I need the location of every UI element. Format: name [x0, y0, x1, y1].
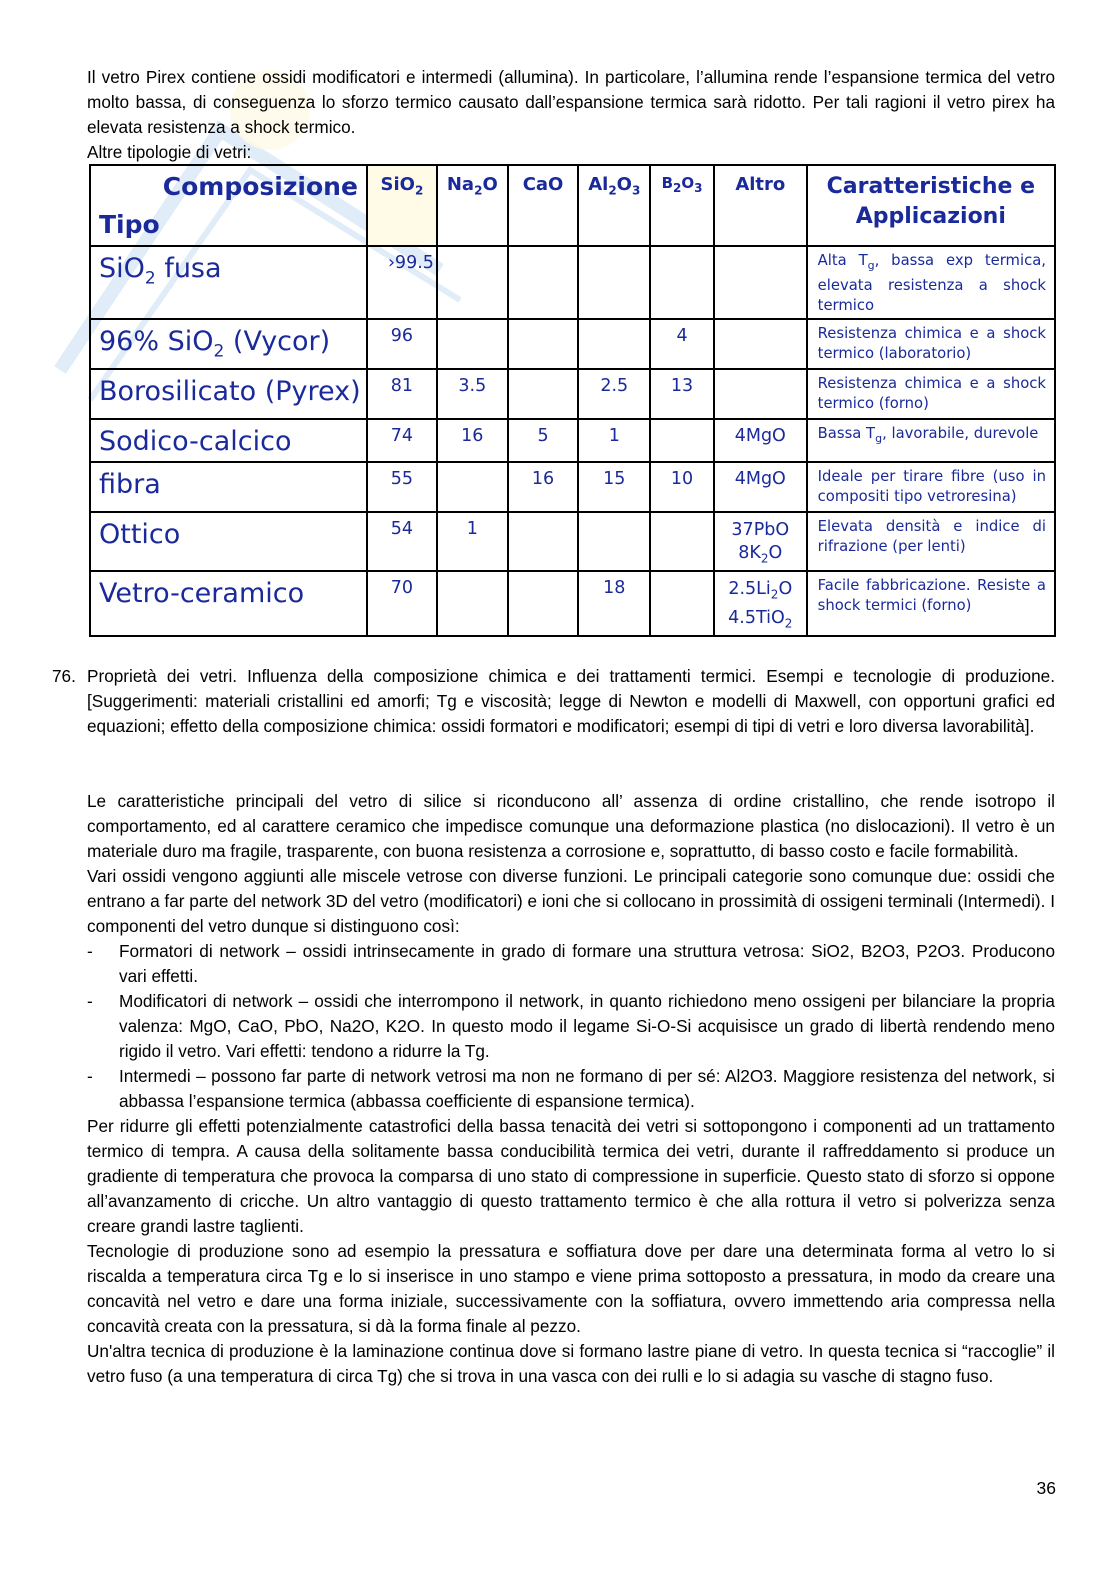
list-item: - Formatori di network – ossidi intrinsecamente in grado di formare una struttura vetrosa: SiO2, B2O3, P2O3. Producono vari effetti. [87, 941, 1055, 986]
cell-caratteristiche: Ideale per tirare fibre (uso in compositi tipo vetroresina) [807, 462, 1055, 512]
table-row [90, 319, 1055, 369]
cell-altro [714, 319, 807, 369]
cell-cao [508, 319, 579, 369]
cell-al2o3 [578, 512, 650, 572]
cell-al2o3: 1 [578, 419, 650, 462]
cell-caratteristiche: Bassa $T_g$, lavorabile, durevole [807, 419, 1055, 462]
cell-sio2: 54 [367, 512, 437, 572]
cell-caratteristiche: Facile fabbricazione. Resiste a shock termici (forno) [807, 571, 1055, 636]
header-tipo: Tipo [99, 210, 160, 239]
cell-altro: $2.5Li_2O$ 4.5TiO$_2$ [714, 571, 807, 636]
table-row [90, 571, 1055, 636]
paragraph: Vari ossidi vengono aggiunti alle miscele vetrose con diverse funzioni. Le principali categorie sono comunque due: ossidi che entrano a far parte del network 3D del vetro (modificatori) e ioni che si collocano in prossimità di ossigeni terminali (Intermedi). I componenti del vetro dunque si distinguono così: [87, 866, 1055, 936]
cell-altro: 4MgO [714, 419, 807, 462]
cell-caratteristiche: Alta $T_g$, bassa exp termica, elevata resistenza a shock termico [807, 246, 1055, 319]
cell-b2o3 [650, 246, 714, 319]
cell-cao [508, 512, 579, 572]
cell-cao: 16 [508, 462, 579, 512]
intro-section [87, 65, 1055, 165]
header-b2o3: $B_2O_3$ [650, 165, 714, 246]
answer-body [87, 789, 1055, 1389]
cell-al2o3: 15 [578, 462, 650, 512]
row-tipo: 96% SiO$_2$ (Vycor) [90, 319, 367, 369]
row-tipo: Borosilicato (Pyrex) [90, 369, 367, 419]
question-text: Proprietà dei vetri. Influenza della composizione chimica e dei trattamenti termici. Esempi e tecnologie di produzione. [Suggerimenti: materiali cristallini ed amorfi; Tg e viscosità; legge di Newton e modelli di Maxwell, con opportuni grafici ed equazioni; effetto della composizione chimica: ossidi formatori e modificatori; esempi di tipi di vetri e loro diversa lavorabilità]. [87, 666, 1055, 736]
table-row [90, 462, 1055, 512]
cell-na2o [437, 571, 508, 636]
header-al2o3: $Al_2O_3$ [578, 165, 650, 246]
cell-al2o3: 2.5 [578, 369, 650, 419]
cell-b2o3: 10 [650, 462, 714, 512]
header-na2o: $Na_2O$ [437, 165, 508, 246]
cell-b2o3 [650, 512, 714, 572]
table-caption: Altre tipologie di vetri: [87, 142, 252, 162]
cell-b2o3 [650, 419, 714, 462]
cell-na2o [437, 319, 508, 369]
components-list [87, 939, 1055, 1114]
list-item: - Intermedi – possono far parte di network vetrosi ma non ne formano di per sé: Al2O3. Maggiore resistenza del network, si abbassa l’espansione termica (abbassa coefficiente di espansione termica). [87, 1066, 1055, 1111]
table-row [90, 369, 1055, 419]
cell-cao [508, 246, 579, 319]
header-altro: Altro [714, 165, 807, 246]
cell-altro: 4MgO [714, 462, 807, 512]
row-tipo: Sodico-calcico [90, 419, 367, 462]
cell-na2o [437, 462, 508, 512]
cell-cao: 5 [508, 419, 579, 462]
list-item: - Modificatori di network – ossidi che interrompono il network, in quanto richiedono meno ossigeni per bilanciare la propria valenza: MgO, CaO, PbO, Na2O, K2O. In questo modo il legame Si-O-Si acquisisce un grado di libertà rendendo meno rigido il vetro. Vari effetti: tendono a ridurre la Tg. [87, 991, 1055, 1061]
cell-sio2: 74 [367, 419, 437, 462]
header-composizione: Composizione [162, 172, 358, 201]
row-tipo: Ottico [90, 512, 367, 572]
paragraph: Un'altra tecnica di produzione è la laminazione continua dove si formano lastre piane di vetro. In questa tecnica si “raccoglie” il vetro fuso (a una temperatura di circa Tg) che si trova in una vasca con dei rulli e lo si adagia su vasche di stagno fuso. [87, 1341, 1055, 1386]
row-tipo: Vetro-ceramico [90, 571, 367, 636]
cell-altro [714, 246, 807, 319]
glass-types-table [89, 164, 1056, 637]
header-tipo-composizione [90, 165, 367, 246]
cell-sio2: 55 [367, 462, 437, 512]
cell-caratteristiche: Resistenza chimica e a shock termico (forno) [807, 369, 1055, 419]
page-number: 36 [1036, 1478, 1056, 1498]
paragraph: Tecnologie di produzione sono ad esempio la pressatura e soffiatura dove per dare una determinata forma al vetro lo si riscalda a temperatura circa Tg e lo si inserisce in uno stampo e viene prima sottoposto a pressatura, in modo da creare una concavità nel vetro e dare una forma iniziale, successivamente con la soffiatura, ovvero immettendo aria compressa nella concavità creata con la pressatura, si dà la forma finale al pezzo. [87, 1241, 1055, 1336]
cell-caratteristiche: Elevata densità e indice di rifrazione (per lenti) [807, 512, 1055, 572]
table-row [90, 419, 1055, 462]
question-number: 76. [52, 666, 76, 686]
cell-cao [508, 369, 579, 419]
question-76 [52, 664, 1055, 739]
cell-sio2: 70 [367, 571, 437, 636]
cell-b2o3: 4 [650, 319, 714, 369]
row-tipo: fibra [90, 462, 367, 512]
cell-na2o [437, 246, 508, 319]
cell-altro [714, 369, 807, 419]
table-row [90, 246, 1055, 319]
row-tipo: SiO$_2$ fusa [90, 246, 367, 319]
cell-caratteristiche: Resistenza chimica e a shock termico (laboratorio) [807, 319, 1055, 369]
table-header-row [90, 165, 1055, 246]
cell-sio2: 81 [367, 369, 437, 419]
paragraph: Le caratteristiche principali del vetro di silice si riconducono all’ assenza di ordine cristallino, che rende isotropo il comportamento, ed al carattere ceramico che impedisce comunque una deformazione plastica (no dislocazioni). Il vetro è un materiale duro ma fragile, trasparente, con buona resistenza a corrosione e, soprattutto, di basso costo e facile formabilità. [87, 791, 1055, 861]
cell-cao [508, 571, 579, 636]
paragraph: Per ridurre gli effetti potenzialmente catastrofici della bassa tenacità dei vetri si sottopongono i componenti ad un trattamento termico di tempra. A causa della solitamente bassa conducibilità termica dei vetri, durante il raffreddamento si produce un gradiente di temperatura che provoca la comparsa di uno stato di compressione in superficie. Questo stato di sforzo si oppone all’avanzamento di cricche. Un altro vantaggio di questo trattamento termico è che alla rottura il vetro si polverizza senza creare grandi lastre taglienti. [87, 1116, 1055, 1236]
cell-altro: 37PbO $8K_2O$ [714, 512, 807, 572]
cell-al2o3: 18 [578, 571, 650, 636]
header-sio2: SiO$_2$ [367, 165, 437, 246]
cell-al2o3 [578, 319, 650, 369]
intro-paragraph: Il vetro Pirex contiene ossidi modificatori e intermedi (allumina). In particolare, l’allumina rende l’espansione termica del vetro molto bassa, di conseguenza lo sforzo termico causato dall’espansione termica sarà ridotto. Per tali ragioni il vetro pirex ha elevata resistenza a shock termico. [87, 67, 1055, 137]
header-cao: CaO [508, 165, 579, 246]
header-caratteristiche: Caratteristiche e Applicazioni [807, 165, 1055, 246]
cell-na2o: 3.5 [437, 369, 508, 419]
table-row [90, 512, 1055, 572]
cell-sio2: ›99.5 [367, 246, 437, 319]
cell-na2o: 16 [437, 419, 508, 462]
cell-b2o3 [650, 571, 714, 636]
cell-al2o3 [578, 246, 650, 319]
cell-sio2: 96 [367, 319, 437, 369]
cell-na2o: 1 [437, 512, 508, 572]
cell-b2o3: 13 [650, 369, 714, 419]
